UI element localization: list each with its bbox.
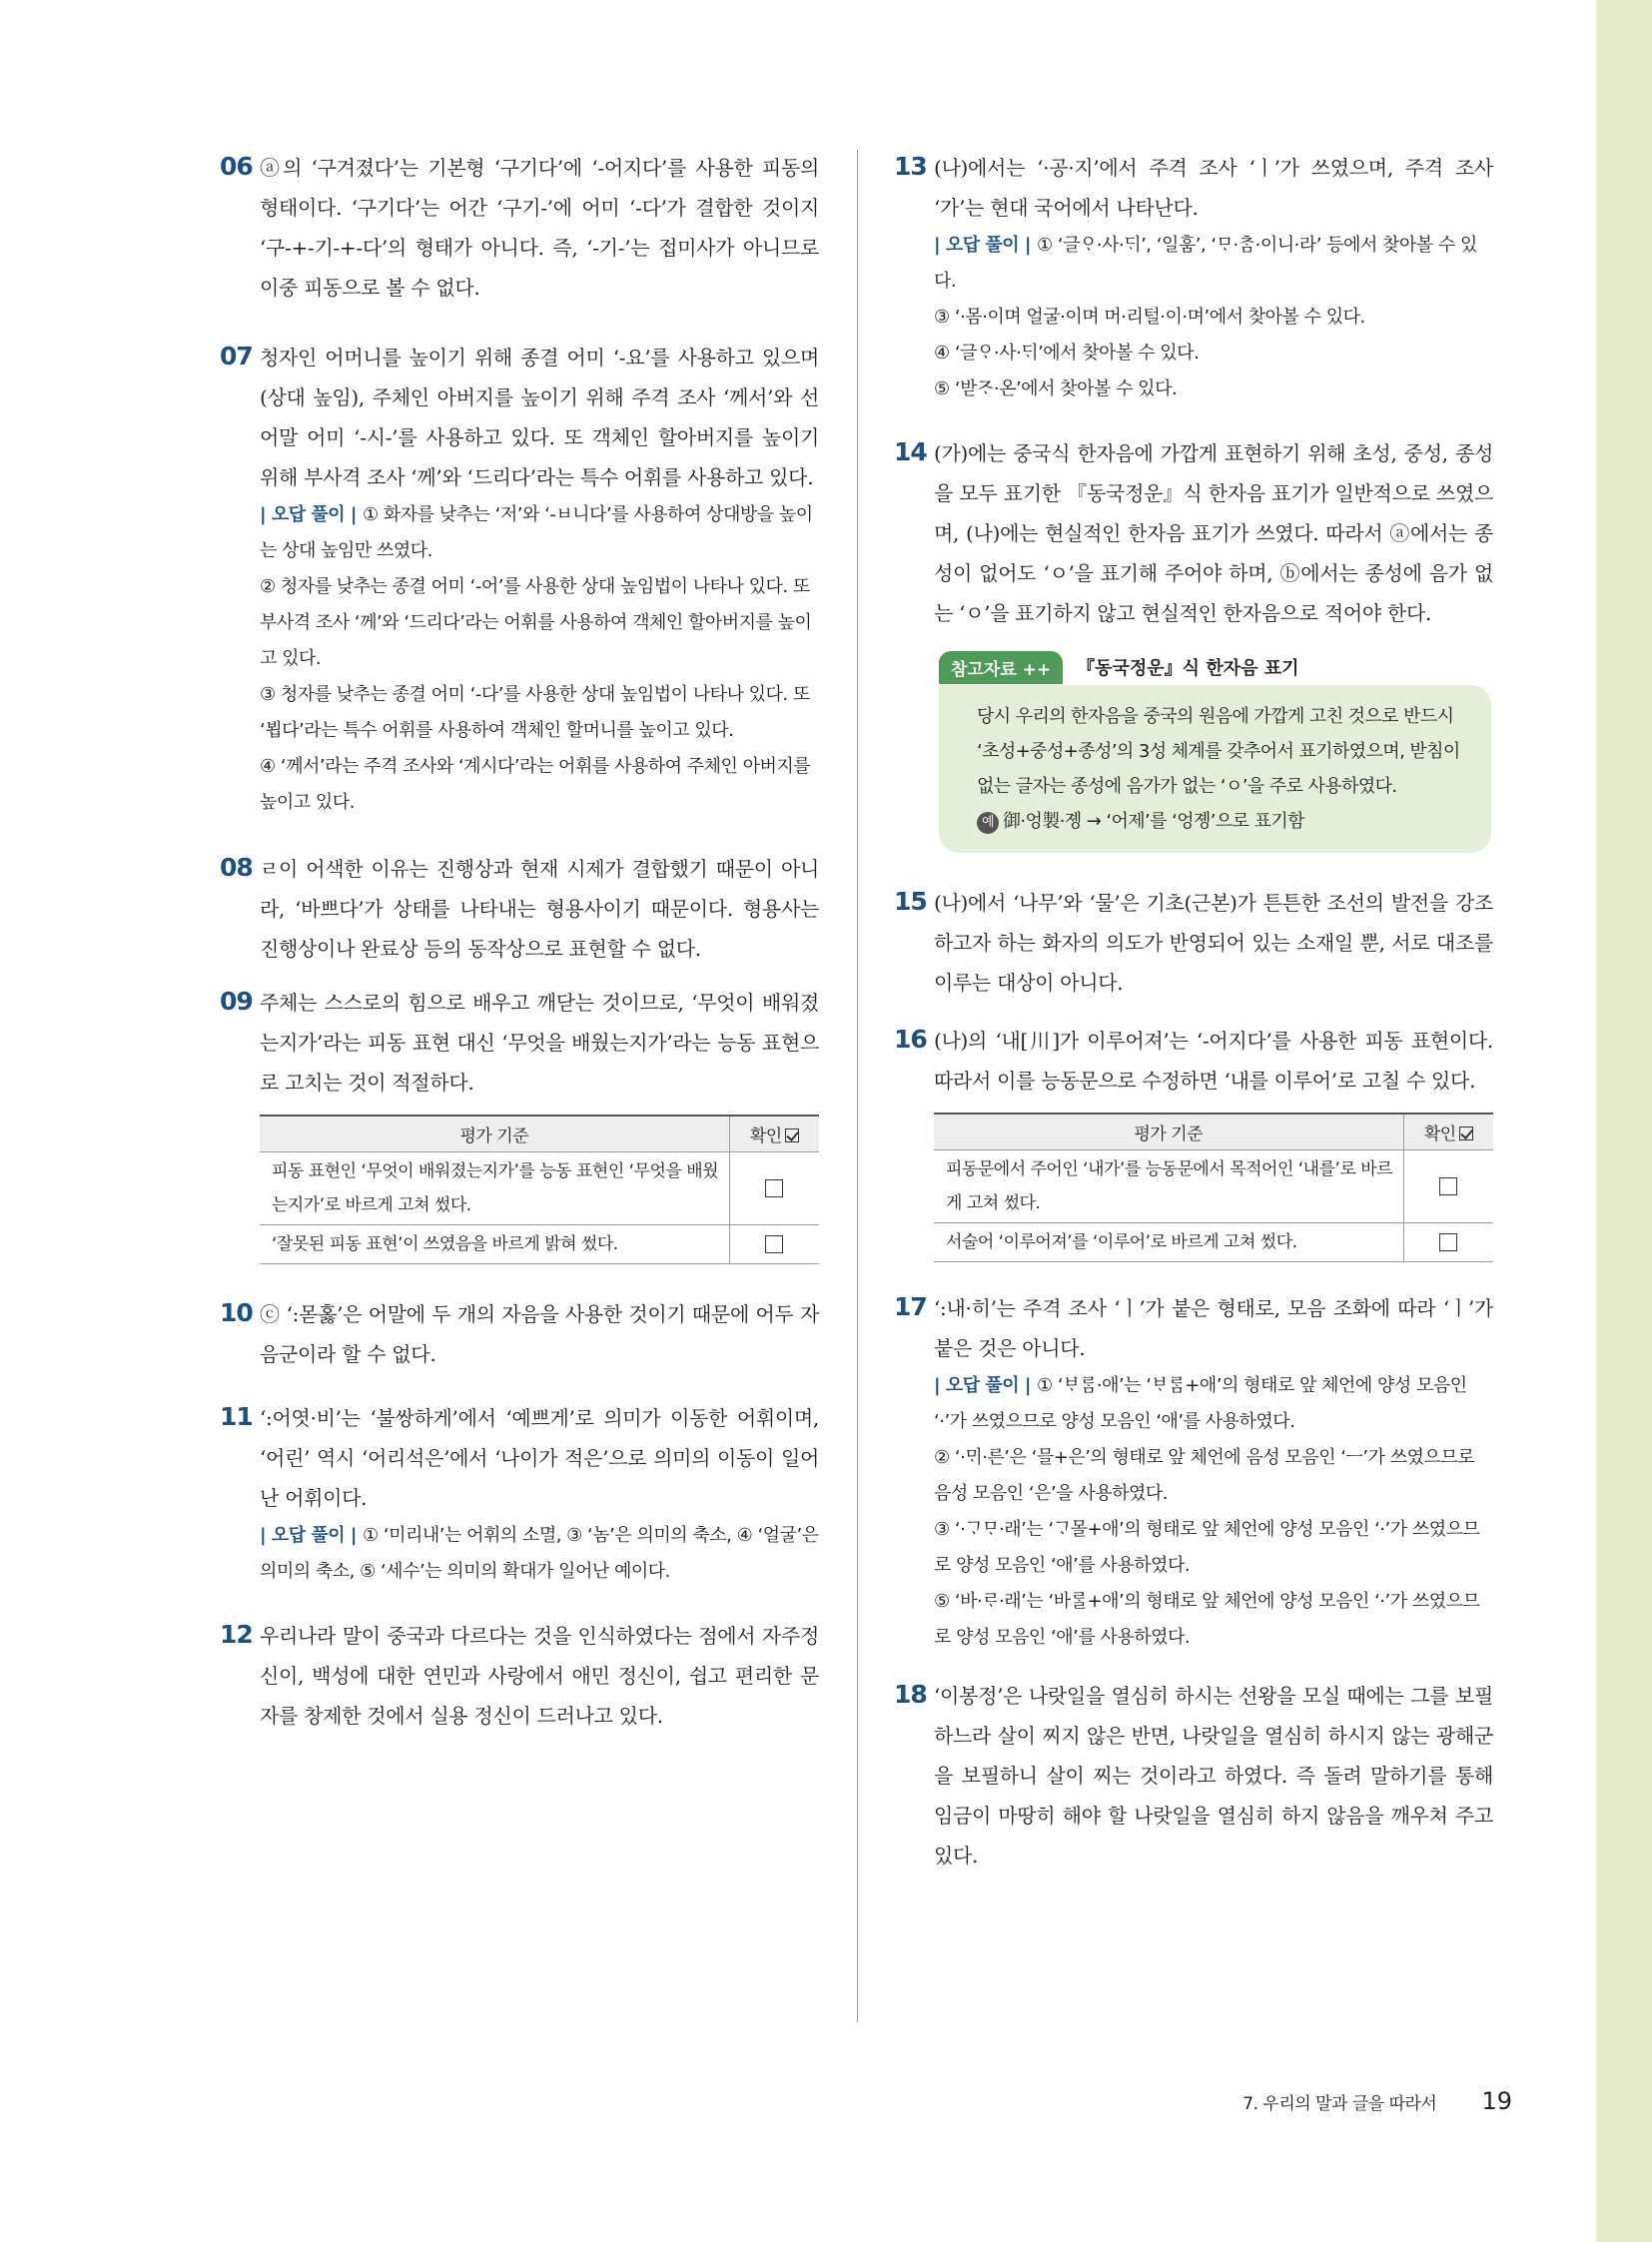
table-header-criteria: 평가 기준 — [260, 1116, 729, 1151]
answer-08 — [220, 849, 819, 969]
wrong-answer-tag: | 오답 풀이 | — [934, 235, 1031, 256]
page-footer — [1242, 2087, 1512, 2115]
answer-text: 우리나라 말이 중국과 다르다는 것을 인식하였다는 점에서 자주정신이, 백성에 대한 연민과 사랑에서 애민 정신이, 쉽고 편리한 문자를 창제한 것에서 실용 정신이 드러나고 있다. — [260, 1623, 819, 1728]
reference-text: 당시 우리의 한자음을 중국의 원음에 가깝게 고친 것으로 반드시 ‘초성+중성+종성’의 3성 체계를 갖추어서 표기하였으며, 받침이 없는 글자는 종성에 음가가 없는 ‘ㅇ’을 주로 사용하였다. — [977, 706, 1460, 797]
criteria-cell: 피동 표현인 ‘무엇이 배워졌는지가’를 능동 표현인 ‘무엇을 배웠는지가’로 바르게 고쳐 썼다. — [260, 1151, 729, 1224]
explanation-item: ③ 청자를 낮추는 종결 어미 ‘-다’를 사용한 상대 높임법이 나타나 있다. 또 ‘뵙다’라는 특수 어휘를 사용하여 객체인 할머니를 높이고 있다. — [260, 684, 810, 741]
question-number: 10 — [220, 1297, 253, 1327]
question-number: 15 — [894, 887, 927, 916]
question-number: 14 — [894, 437, 927, 466]
evaluation-table — [934, 1113, 1493, 1262]
table-row — [934, 1149, 1493, 1222]
table-header-criteria: 평가 기준 — [934, 1114, 1403, 1149]
page-number: 19 — [1481, 2087, 1512, 2115]
criteria-cell: 피동문에서 주어인 ‘내가’를 능동문에서 목적어인 ‘내를’로 바르게 고쳐 썼다. — [934, 1149, 1403, 1222]
question-number: 17 — [894, 1291, 927, 1321]
section-title: 7. 우리의 말과 글을 따라서 — [1242, 2094, 1437, 2114]
reference-box — [939, 649, 1491, 853]
criteria-cell: 서술어 ‘이루어져’를 ‘이루어’로 바르게 고쳐 썼다. — [934, 1222, 1403, 1261]
example-mark-icon: 예 — [977, 812, 999, 834]
answer-text: 주체는 스스로의 힘으로 배우고 깨닫는 것이므로, ‘무엇이 배워졌는지가’라는 피동 표현 대신 ‘무엇을 배웠는지가’라는 능동 표현으로 고치는 것이 적절하다. — [260, 991, 819, 1095]
criteria-cell: ‘잘못된 피동 표현’이 쓰였음을 바르게 밝혀 썼다. — [260, 1224, 729, 1263]
table-header-check: 확인 — [1403, 1114, 1493, 1149]
wrong-answer-explanation: | 오답 풀이 | ① 화자를 낮추는 ‘저’와 ‘-ㅂ니다’를 사용하여 상대방을 높이는 상대 높임만 쓰였다. — [260, 504, 813, 561]
answer-09 — [220, 983, 819, 1264]
reference-body — [939, 685, 1491, 853]
table-row — [934, 1222, 1493, 1261]
question-number: 06 — [220, 152, 253, 181]
question-number: 16 — [894, 1025, 927, 1054]
check-box[interactable] — [1439, 1233, 1457, 1251]
check-box[interactable] — [1439, 1177, 1457, 1195]
explanation-item: ② 청자를 낮추는 종결 어미 ‘-어’를 사용한 상대 높임법이 나타나 있다. 또 부사격 조사 ‘께’와 ‘드리다’라는 어휘를 사용하여 객체인 할아버지를 높이고 있다. — [260, 576, 812, 669]
table-header-check: 확인 — [729, 1116, 819, 1151]
answer-07 — [220, 338, 819, 821]
answer-text: (가)에는 중국식 한자음에 가깝게 표현하기 위해 초성, 중성, 종성을 모두 표기한 『동국정운』식 한자음 표기가 일반적으로 쓰였으며, (나)에는 현실적인 한자음 표기가 쓰였다. 따라서 ⓐ에서는 종성이 없어도 ‘ㅇ’을 표기해 주어야 하며, ⓑ에서는 종성에 음가 없는 ‘ㅇ’을 표기하지 않고 현실적인 한자음으로 적어야 한다. — [934, 441, 1493, 625]
answer-text: ‘이봉정’은 나랏일을 열심히 하시는 선왕을 모실 때에는 그를 보필하느라 살이 찌지 않은 반면, 나랏일을 열심히 하시지 않는 광해군을 보필하니 살이 찌는 것이라고 하였다. 즉 돌려 말하기를 통해 임금이 마땅히 해야 할 나랏일을 열심히 하지 않음을 깨우쳐 주고 있다. — [934, 1683, 1493, 1868]
question-number: 12 — [220, 1619, 253, 1649]
table-row — [260, 1151, 819, 1224]
question-number: 11 — [220, 1401, 253, 1431]
reference-title: 『동국정운』식 한자음 표기 — [1077, 658, 1299, 679]
wrong-answer-explanation: | 오답 풀이 | ① ‘글ᄋᆞ·사·ᄃᆡ’, ‘일훔’, ‘ᄆᆞ·ᄎᆞᆷ·이니·라’ 등에서 찾아볼 수 있다. — [934, 235, 1477, 292]
answer-text: ‘:내·히’는 주격 조사 ‘ㅣ’가 붙은 형태로, 모음 조화에 따라 ‘ㅣ’가 붙은 것은 아니다. — [934, 1295, 1493, 1360]
check-box[interactable] — [765, 1235, 783, 1253]
answer-16 — [894, 1021, 1493, 1262]
answer-14 — [894, 433, 1493, 633]
column-divider — [857, 150, 858, 2022]
answer-11 — [220, 1398, 819, 1590]
explanation-item: ⑤ ‘바·ᄅᆞ·래’는 ‘바ᄅᆞᆯ+애’의 형태로 앞 체언에 양성 모음인 ‘·’가 쓰였으므로 양성 모음인 ‘애’를 사용하였다. — [934, 1590, 1480, 1648]
answer-text: 청자인 어머니를 높이기 위해 종결 어미 ‘-요’를 사용하고 있으며(상대 높임), 주체인 아버지를 높이기 위해 주격 조사 ‘께서’와 선어말 어미 ‘-시-’를 사용하고 있다. 또 객체인 할아버지를 높이기 위해 부사격 조사 ‘께’와 ‘드리다’라는 특수 어휘를 사용하고 있다. — [260, 346, 819, 489]
answer-text: (나)에서 ‘나무’와 ‘물’은 기초(근본)가 튼튼한 조선의 발전을 강조하고자 하는 화자의 의도가 반영되어 있는 소재일 뿐, 서로 대조를 이루는 대상이 아니다. — [934, 891, 1493, 995]
answer-13 — [894, 148, 1493, 407]
explanation-item: ③ ‘·몸·이며 얼굴·이며 머·리털·이·며’에서 찾아볼 수 있다. — [934, 307, 1365, 328]
left-column — [220, 148, 819, 1736]
wrong-answer-tag: | 오답 풀이 | — [260, 504, 357, 525]
checkbox-icon — [1459, 1126, 1473, 1140]
wrong-answer-explanation: | 오답 풀이 | ① ‘미리내’는 어휘의 소멸, ③ ‘놈’은 의미의 축소, ④ ‘얼굴’은 의미의 축소, ⑤ ‘세수’는 의미의 확대가 일어난 예이다. — [260, 1524, 819, 1582]
question-number: 08 — [220, 853, 253, 882]
answer-15 — [894, 883, 1493, 1003]
wrong-answer-tag: | 오답 풀이 | — [260, 1524, 357, 1546]
question-number: 13 — [894, 152, 927, 181]
answer-text: ‘:어엿·비’는 ‘불쌍하게’에서 ‘예쁘게’로 의미가 이동한 어휘이며, ‘어린’ 역시 ‘어리석은’에서 ‘나이가 적은’으로 의미의 이동이 일어난 어휘이다. — [260, 1405, 819, 1510]
answer-10 — [220, 1294, 819, 1374]
answer-06 — [220, 148, 819, 308]
answer-17 — [894, 1288, 1493, 1656]
explanation-item: ⑤ ‘받ᄌᆞ·온’에서 찾아볼 수 있다. — [934, 378, 1178, 399]
answer-18 — [894, 1676, 1493, 1875]
check-box[interactable] — [765, 1179, 783, 1197]
answer-12 — [220, 1616, 819, 1736]
explanation-item: ③ ‘·ᄀᆞᄆᆞ·래’는 ‘ᄀᆞ몰+애’의 형태로 앞 체언에 양성 모음인 ‘·’가 쓰였으므로 양성 모음인 ‘애’를 사용하였다. — [934, 1518, 1480, 1576]
evaluation-table — [260, 1115, 819, 1264]
explanation-item: ④ ‘께서’라는 주격 조사와 ‘계시다’라는 어휘를 사용하여 주체인 아버지를 높이고 있다. — [260, 756, 811, 813]
answer-text: ㄹ이 어색한 이유는 진행상과 현재 시제가 결합했기 때문이 아니라, ‘바쁘다’가 상태를 나타내는 형용사이기 때문이다. 형용사는 진행상이나 완료상 등의 동작상으로 표현할 수 없다. — [260, 857, 819, 961]
explanation-item: ② ‘·ᄆᆡ·른’은 ‘믈+은’의 형태로 앞 체언에 음성 모음인 ‘ㅡ’가 쓰였으므로 음성 모음인 ‘은’을 사용하였다. — [934, 1446, 1475, 1504]
question-number: 07 — [220, 342, 253, 371]
reference-example: 예 御·엉製·졩 → ‘어제’를 ‘엉졩’으로 표기함 — [977, 804, 1473, 839]
table-row — [260, 1224, 819, 1263]
wrong-answer-explanation: | 오답 풀이 | ① ‘ᄇᆞᄅᆞᆷ·애’는 ‘ᄇᆞᄅᆞᆷ+애’의 형태로 앞 체언에 양성 모음인 ‘·’가 쓰였으므로 양성 모음인 ‘애’를 사용하였다. — [934, 1374, 1467, 1432]
question-number: 18 — [894, 1679, 927, 1709]
answer-text: (나)에서는 ‘·공·지’에서 주격 조사 ‘ㅣ’가 쓰였으며, 주격 조사 ‘가’는 현대 국어에서 나타난다. — [934, 156, 1493, 220]
question-number: 09 — [220, 987, 253, 1016]
explanation-item: ④ ‘글ᄋᆞ·사·ᄃᆡ’에서 찾아볼 수 있다. — [934, 343, 1200, 364]
reference-tag: 참고자료 ++ — [939, 651, 1063, 684]
answer-text: ⓐ의 ‘구겨졌다’는 기본형 ‘구기다’에 ‘-어지다’를 사용한 피동의 형태이다. ‘구기다’는 어간 ‘구기-’에 어미 ‘-다’가 결합한 것이지 ‘구-+-기-+-다’의 형태가 아니다. 즉, ‘-기-’는 접미사가 아니므로 이중 피동으로 볼 수 없다. — [260, 156, 819, 300]
checkbox-icon — [785, 1128, 799, 1142]
side-color-strip — [1596, 0, 1652, 2242]
right-column — [894, 148, 1493, 1875]
wrong-answer-tag: | 오답 풀이 | — [934, 1374, 1031, 1396]
answer-text: ⓒ ‘:몯홇’은 어말에 두 개의 자음을 사용한 것이기 때문에 어두 자음군이라 할 수 없다. — [260, 1301, 819, 1366]
answer-text: (나)의 ‘내[川]가 이루어져’는 ‘-어지다’를 사용한 피동 표현이다. 따라서 이를 능동문으로 수정하면 ‘내를 이루어’로 고칠 수 있다. — [934, 1029, 1493, 1093]
